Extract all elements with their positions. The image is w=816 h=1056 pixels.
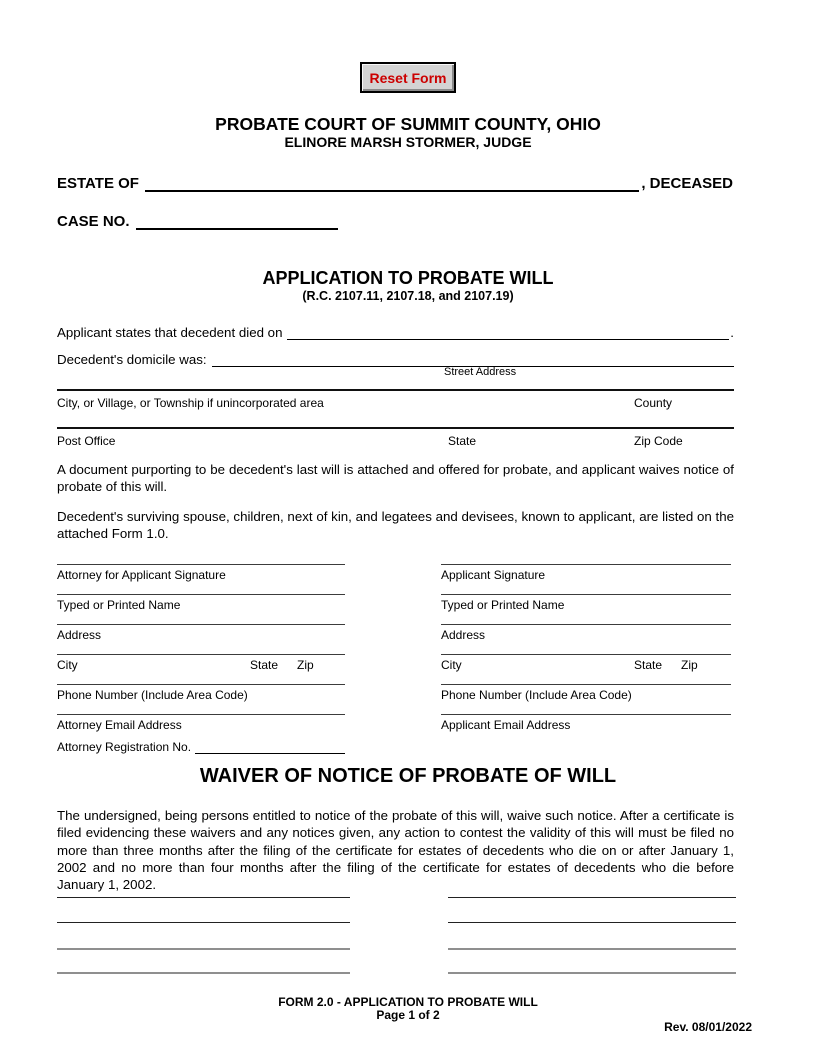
reset-form-button[interactable]: Reset Form	[360, 62, 456, 93]
applicant-name-row[interactable]	[441, 594, 731, 624]
waiver-signature-line-4[interactable]	[448, 922, 736, 923]
form-title: APPLICATION TO PROBATE WILL	[262, 268, 554, 288]
waiver-signature-line-8[interactable]	[448, 972, 736, 974]
applicant-phone-label: Phone Number (Include Area Code)	[441, 688, 632, 702]
estate-name-field[interactable]	[145, 189, 639, 192]
waiver-signature-line-5[interactable]	[57, 948, 350, 950]
attorney-registration-field[interactable]	[195, 752, 345, 754]
attorney-state-label: State	[250, 658, 279, 672]
death-date-label: Applicant states that decedent died on	[57, 325, 283, 340]
attorney-registration-row	[57, 739, 345, 754]
attorney-city-state-zip-row[interactable]	[57, 654, 345, 684]
waiver-paragraph: The undersigned, being persons entitled to notice of the probate of this will, waive such notice. After a certificate is filed evidencing these waivers and any notices given, any action to contest the validity of this will must be filed no more than three months after the filing of the certificate for estates of decedents who die on or after January 1, 2002 and no more than four months after the filing of the certificate for estates of decedents who die before January 1, 2002.	[57, 808, 734, 893]
attorney-name-label: Typed or Printed Name	[57, 598, 181, 612]
domicile-label: Decedent's domicile was:	[57, 352, 207, 367]
domicile-row	[57, 350, 734, 367]
attorney-city-label: City	[57, 658, 78, 672]
court-name-heading: PROBATE COURT OF SUMMIT COUNTY, OHIO	[215, 114, 601, 134]
will-attached-paragraph: A document purporting to be decedent's last will is attached and offered for probate, and applicant waives notice of probate of this will.	[57, 462, 734, 495]
attorney-signature-block	[57, 564, 345, 754]
applicant-signature-block	[441, 564, 731, 732]
applicant-signature-label: Applicant Signature	[441, 568, 546, 582]
case-no-row	[57, 210, 733, 230]
attorney-email-label: Attorney Email Address	[57, 718, 182, 732]
attorney-name-row[interactable]	[57, 594, 345, 624]
case-no-field[interactable]	[136, 227, 338, 230]
attorney-signature-row[interactable]	[57, 564, 345, 594]
footer-form-name: FORM 2.0 - APPLICATION TO PROBATE WILL	[278, 995, 538, 1009]
applicant-name-label: Typed or Printed Name	[441, 598, 565, 612]
applicant-zip-label: Zip	[681, 658, 698, 672]
attorney-phone-row[interactable]	[57, 684, 345, 714]
applicant-address-label: Address	[441, 628, 486, 642]
applicant-city-label: City	[441, 658, 462, 672]
attorney-signature-label: Attorney for Applicant Signature	[57, 568, 226, 582]
city-township-field[interactable]	[57, 389, 734, 391]
post-office-caption: Post Office	[57, 434, 116, 448]
attorney-registration-label: Attorney Registration No.	[57, 740, 192, 754]
waiver-signature-line-1[interactable]	[57, 897, 350, 898]
case-no-label: CASE NO.	[57, 213, 130, 230]
death-date-field[interactable]	[287, 338, 729, 340]
applicant-state-label: State	[634, 658, 663, 672]
waiver-signature-line-7[interactable]	[57, 972, 350, 974]
footer-revision-date: Rev. 08/01/2022	[664, 1020, 752, 1034]
deceased-label: , DECEASED	[641, 175, 733, 192]
county-caption: County	[634, 396, 673, 410]
sentence-period: .	[730, 325, 734, 340]
attorney-address-label: Address	[57, 628, 102, 642]
form-1-0-paragraph: Decedent's surviving spouse, children, next of kin, and legatees and devisees, known to applicant, are listed on the attached Form 1.0.	[57, 509, 734, 542]
waiver-signature-line-2[interactable]	[448, 897, 736, 898]
zip-code-caption: Zip Code	[634, 434, 683, 448]
judge-name-heading: ELINORE MARSH STORMER, JUDGE	[284, 134, 532, 150]
footer-page-number: Page 1 of 2	[376, 1008, 440, 1022]
applicant-email-label: Applicant Email Address	[441, 718, 571, 732]
applicant-phone-row[interactable]	[441, 684, 731, 714]
city-township-caption: City, or Village, or Township if unincorporated area	[57, 396, 324, 410]
waiver-signature-line-6[interactable]	[448, 948, 736, 950]
attorney-address-row[interactable]	[57, 624, 345, 654]
applicant-city-state-zip-row[interactable]	[441, 654, 731, 684]
applicant-signature-row[interactable]	[441, 564, 731, 594]
applicant-email-row[interactable]	[441, 714, 731, 732]
estate-of-row	[57, 172, 733, 192]
statute-reference: (R.C. 2107.11, 2107.18, and 2107.19)	[302, 289, 514, 303]
waiver-signature-line-3[interactable]	[57, 922, 350, 923]
waiver-heading: WAIVER OF NOTICE OF PROBATE OF WILL	[199, 765, 617, 787]
attorney-zip-label: Zip	[297, 658, 314, 672]
estate-of-label: ESTATE OF	[57, 175, 139, 192]
post-office-state-zip-field[interactable]	[57, 427, 734, 429]
death-date-row	[57, 323, 734, 340]
attorney-email-row[interactable]	[57, 714, 345, 732]
attorney-phone-label: Phone Number (Include Area Code)	[57, 688, 248, 702]
applicant-address-row[interactable]	[441, 624, 731, 654]
state-caption: State	[448, 434, 477, 448]
street-address-caption: Street Address	[444, 366, 517, 378]
